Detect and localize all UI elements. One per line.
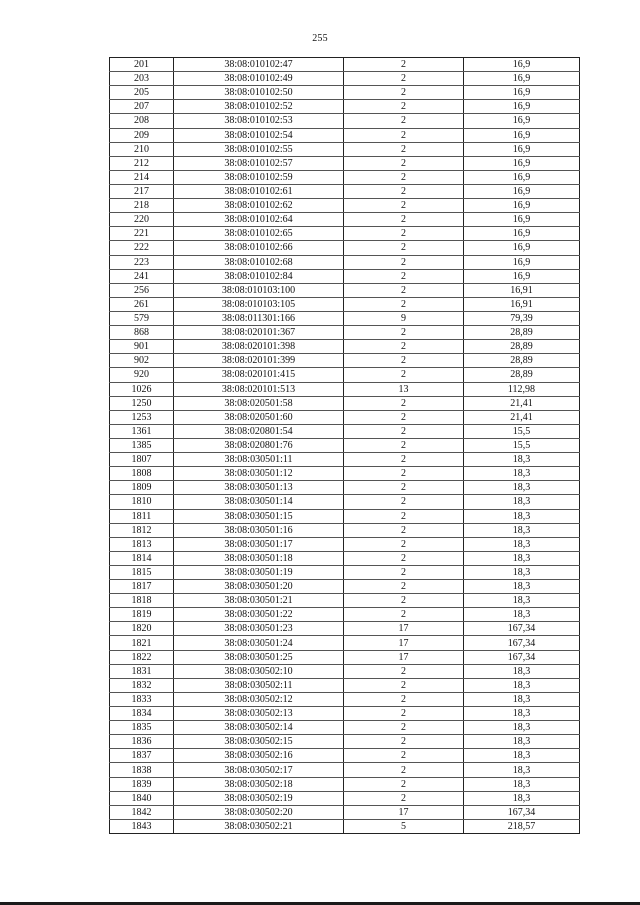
count-cell: 13 xyxy=(344,382,464,396)
row-number-cell: 218 xyxy=(110,199,174,213)
table-row xyxy=(110,170,580,184)
row-number-cell: 1810 xyxy=(110,495,174,509)
cadastral-number-cell: 38:08:010102:59 xyxy=(174,170,344,184)
area-cell: 18,3 xyxy=(464,749,580,763)
row-number-cell: 1811 xyxy=(110,509,174,523)
count-cell: 2 xyxy=(344,721,464,735)
row-number-cell: 203 xyxy=(110,72,174,86)
row-number-cell: 1814 xyxy=(110,551,174,565)
count-cell: 2 xyxy=(344,763,464,777)
cadastral-number-cell: 38:08:010102:47 xyxy=(174,58,344,72)
row-number-cell: 1834 xyxy=(110,707,174,721)
row-number-cell: 209 xyxy=(110,128,174,142)
area-cell: 16,9 xyxy=(464,170,580,184)
table-row xyxy=(110,467,580,481)
table-row xyxy=(110,622,580,636)
count-cell: 17 xyxy=(344,650,464,664)
area-cell: 18,3 xyxy=(464,721,580,735)
row-number-cell: 1361 xyxy=(110,424,174,438)
cadastral-number-cell: 38:08:010102:62 xyxy=(174,199,344,213)
area-cell: 18,3 xyxy=(464,777,580,791)
table-row xyxy=(110,594,580,608)
table-row xyxy=(110,297,580,311)
row-number-cell: 1836 xyxy=(110,735,174,749)
cadastral-number-cell: 38:08:010102:66 xyxy=(174,241,344,255)
cadastral-number-cell: 38:08:030502:21 xyxy=(174,819,344,833)
area-cell: 16,9 xyxy=(464,184,580,198)
area-cell: 18,3 xyxy=(464,608,580,622)
cadastral-number-cell: 38:08:030502:18 xyxy=(174,777,344,791)
page-number: 255 xyxy=(312,33,328,44)
row-number-cell: 901 xyxy=(110,340,174,354)
table-row xyxy=(110,721,580,735)
area-cell: 16,9 xyxy=(464,227,580,241)
area-cell: 167,34 xyxy=(464,636,580,650)
cadastral-number-cell: 38:08:030502:10 xyxy=(174,664,344,678)
row-number-cell: 222 xyxy=(110,241,174,255)
row-number-cell: 212 xyxy=(110,156,174,170)
area-cell: 16,9 xyxy=(464,86,580,100)
cadastral-number-cell: 38:08:010102:54 xyxy=(174,128,344,142)
table-row xyxy=(110,509,580,523)
cadastral-number-cell: 38:08:010102:50 xyxy=(174,86,344,100)
row-number-cell: 1385 xyxy=(110,438,174,452)
table-row xyxy=(110,283,580,297)
area-cell: 18,3 xyxy=(464,678,580,692)
cadastral-number-cell: 38:08:030501:23 xyxy=(174,622,344,636)
table-row xyxy=(110,255,580,269)
count-cell: 2 xyxy=(344,777,464,791)
row-number-cell: 1808 xyxy=(110,467,174,481)
count-cell: 2 xyxy=(344,537,464,551)
table-row xyxy=(110,142,580,156)
row-number-cell: 1818 xyxy=(110,594,174,608)
table-row xyxy=(110,805,580,819)
count-cell: 2 xyxy=(344,495,464,509)
area-cell: 18,3 xyxy=(464,692,580,706)
table-row xyxy=(110,354,580,368)
cadastral-number-cell: 38:08:010102:52 xyxy=(174,100,344,114)
count-cell: 2 xyxy=(344,664,464,678)
area-cell: 18,3 xyxy=(464,537,580,551)
cadastral-number-cell: 38:08:030501:13 xyxy=(174,481,344,495)
count-cell: 2 xyxy=(344,438,464,452)
count-cell: 2 xyxy=(344,326,464,340)
table-row xyxy=(110,382,580,396)
count-cell: 2 xyxy=(344,354,464,368)
cadastral-number-cell: 38:08:030502:12 xyxy=(174,692,344,706)
row-number-cell: 1839 xyxy=(110,777,174,791)
table-row xyxy=(110,72,580,86)
table-row xyxy=(110,523,580,537)
cadastral-number-cell: 38:08:030502:19 xyxy=(174,791,344,805)
area-cell: 18,3 xyxy=(464,453,580,467)
area-cell: 15,5 xyxy=(464,438,580,452)
table-row xyxy=(110,565,580,579)
row-number-cell: 1813 xyxy=(110,537,174,551)
row-number-cell: 920 xyxy=(110,368,174,382)
area-cell: 18,3 xyxy=(464,580,580,594)
row-number-cell: 205 xyxy=(110,86,174,100)
area-cell: 16,9 xyxy=(464,241,580,255)
table-row xyxy=(110,184,580,198)
table-row xyxy=(110,819,580,833)
count-cell: 2 xyxy=(344,368,464,382)
table-row xyxy=(110,763,580,777)
cadastral-number-cell: 38:08:030502:15 xyxy=(174,735,344,749)
cadastral-number-cell: 38:08:020101:398 xyxy=(174,340,344,354)
cadastral-number-cell: 38:08:010102:68 xyxy=(174,255,344,269)
count-cell: 17 xyxy=(344,805,464,819)
table-row xyxy=(110,438,580,452)
row-number-cell: 1815 xyxy=(110,565,174,579)
count-cell: 9 xyxy=(344,311,464,325)
table-row xyxy=(110,580,580,594)
row-number-cell: 221 xyxy=(110,227,174,241)
table-row xyxy=(110,311,580,325)
table-row xyxy=(110,156,580,170)
count-cell: 2 xyxy=(344,410,464,424)
table-row xyxy=(110,368,580,382)
cadastral-number-cell: 38:08:030501:18 xyxy=(174,551,344,565)
area-cell: 18,3 xyxy=(464,481,580,495)
cadastral-number-cell: 38:08:030501:14 xyxy=(174,495,344,509)
row-number-cell: 1822 xyxy=(110,650,174,664)
table-body xyxy=(110,58,580,834)
area-cell: 18,3 xyxy=(464,523,580,537)
count-cell: 2 xyxy=(344,791,464,805)
table-row xyxy=(110,199,580,213)
table-row xyxy=(110,481,580,495)
area-cell: 18,3 xyxy=(464,763,580,777)
count-cell: 2 xyxy=(344,114,464,128)
table-row xyxy=(110,424,580,438)
cadastral-number-cell: 38:08:030501:21 xyxy=(174,594,344,608)
cadastral-number-cell: 38:08:030502:20 xyxy=(174,805,344,819)
count-cell: 2 xyxy=(344,72,464,86)
row-number-cell: 1838 xyxy=(110,763,174,777)
count-cell: 5 xyxy=(344,819,464,833)
row-number-cell: 1837 xyxy=(110,749,174,763)
row-number-cell: 1026 xyxy=(110,382,174,396)
cadastral-number-cell: 38:08:030501:20 xyxy=(174,580,344,594)
count-cell: 2 xyxy=(344,86,464,100)
table-row xyxy=(110,58,580,72)
row-number-cell: 1835 xyxy=(110,721,174,735)
count-cell: 2 xyxy=(344,213,464,227)
table-row xyxy=(110,791,580,805)
table-row xyxy=(110,692,580,706)
area-cell: 167,34 xyxy=(464,622,580,636)
row-number-cell: 1821 xyxy=(110,636,174,650)
cadastral-number-cell: 38:08:030501:17 xyxy=(174,537,344,551)
table-row xyxy=(110,650,580,664)
area-cell: 18,3 xyxy=(464,735,580,749)
count-cell: 2 xyxy=(344,241,464,255)
area-cell: 18,3 xyxy=(464,565,580,579)
row-number-cell: 1831 xyxy=(110,664,174,678)
cadastral-number-cell: 38:08:020801:54 xyxy=(174,424,344,438)
row-number-cell: 1807 xyxy=(110,453,174,467)
cadastral-number-cell: 38:08:020101:367 xyxy=(174,326,344,340)
table-row xyxy=(110,678,580,692)
count-cell: 2 xyxy=(344,565,464,579)
cadastral-number-cell: 38:08:010102:61 xyxy=(174,184,344,198)
row-number-cell: 261 xyxy=(110,297,174,311)
area-cell: 18,3 xyxy=(464,594,580,608)
table-row xyxy=(110,114,580,128)
count-cell: 2 xyxy=(344,749,464,763)
count-cell: 2 xyxy=(344,255,464,269)
row-number-cell: 1817 xyxy=(110,580,174,594)
area-cell: 28,89 xyxy=(464,354,580,368)
row-number-cell: 1253 xyxy=(110,410,174,424)
table-row xyxy=(110,213,580,227)
cadastral-number-cell: 38:08:030501:19 xyxy=(174,565,344,579)
count-cell: 2 xyxy=(344,142,464,156)
count-cell: 2 xyxy=(344,509,464,523)
table-row xyxy=(110,241,580,255)
table-row xyxy=(110,269,580,283)
area-cell: 15,5 xyxy=(464,424,580,438)
cadastral-number-cell: 38:08:030502:14 xyxy=(174,721,344,735)
row-number-cell: 1820 xyxy=(110,622,174,636)
row-number-cell: 1819 xyxy=(110,608,174,622)
count-cell: 2 xyxy=(344,340,464,354)
table-row xyxy=(110,608,580,622)
area-cell: 112,98 xyxy=(464,382,580,396)
cadastral-table-container xyxy=(109,57,580,834)
area-cell: 28,89 xyxy=(464,340,580,354)
area-cell: 16,9 xyxy=(464,269,580,283)
count-cell: 2 xyxy=(344,184,464,198)
table-row xyxy=(110,537,580,551)
cadastral-number-cell: 38:08:030501:16 xyxy=(174,523,344,537)
area-cell: 16,9 xyxy=(464,213,580,227)
row-number-cell: 210 xyxy=(110,142,174,156)
cadastral-number-cell: 38:08:010102:57 xyxy=(174,156,344,170)
row-number-cell: 207 xyxy=(110,100,174,114)
cadastral-number-cell: 38:08:030501:22 xyxy=(174,608,344,622)
table-row xyxy=(110,777,580,791)
count-cell: 2 xyxy=(344,481,464,495)
count-cell: 2 xyxy=(344,128,464,142)
cadastral-number-cell: 38:08:010102:55 xyxy=(174,142,344,156)
cadastral-number-cell: 38:08:030501:25 xyxy=(174,650,344,664)
count-cell: 2 xyxy=(344,170,464,184)
row-number-cell: 1832 xyxy=(110,678,174,692)
count-cell: 2 xyxy=(344,156,464,170)
row-number-cell: 223 xyxy=(110,255,174,269)
table-row xyxy=(110,749,580,763)
table-row xyxy=(110,551,580,565)
count-cell: 2 xyxy=(344,199,464,213)
area-cell: 167,34 xyxy=(464,805,580,819)
table-row xyxy=(110,410,580,424)
area-cell: 16,9 xyxy=(464,114,580,128)
table-row xyxy=(110,227,580,241)
count-cell: 2 xyxy=(344,424,464,438)
row-number-cell: 1812 xyxy=(110,523,174,537)
area-cell: 18,3 xyxy=(464,551,580,565)
cadastral-number-cell: 38:08:020101:415 xyxy=(174,368,344,382)
area-cell: 16,9 xyxy=(464,72,580,86)
count-cell: 2 xyxy=(344,467,464,481)
area-cell: 16,9 xyxy=(464,58,580,72)
area-cell: 16,9 xyxy=(464,199,580,213)
area-cell: 16,9 xyxy=(464,100,580,114)
cadastral-number-cell: 38:08:011301:166 xyxy=(174,311,344,325)
area-cell: 18,3 xyxy=(464,495,580,509)
area-cell: 28,89 xyxy=(464,368,580,382)
cadastral-number-cell: 38:08:030501:15 xyxy=(174,509,344,523)
area-cell: 79,39 xyxy=(464,311,580,325)
cadastral-number-cell: 38:08:010103:105 xyxy=(174,297,344,311)
count-cell: 2 xyxy=(344,297,464,311)
count-cell: 2 xyxy=(344,227,464,241)
area-cell: 16,91 xyxy=(464,297,580,311)
row-number-cell: 201 xyxy=(110,58,174,72)
count-cell: 2 xyxy=(344,580,464,594)
row-number-cell: 1250 xyxy=(110,396,174,410)
area-cell: 21,41 xyxy=(464,396,580,410)
area-cell: 28,89 xyxy=(464,326,580,340)
count-cell: 17 xyxy=(344,622,464,636)
count-cell: 17 xyxy=(344,636,464,650)
row-number-cell: 220 xyxy=(110,213,174,227)
area-cell: 18,3 xyxy=(464,509,580,523)
count-cell: 2 xyxy=(344,100,464,114)
cadastral-number-cell: 38:08:010102:65 xyxy=(174,227,344,241)
row-number-cell: 1833 xyxy=(110,692,174,706)
row-number-cell: 1842 xyxy=(110,805,174,819)
table-row xyxy=(110,340,580,354)
count-cell: 2 xyxy=(344,594,464,608)
row-number-cell: 214 xyxy=(110,170,174,184)
area-cell: 18,3 xyxy=(464,467,580,481)
count-cell: 2 xyxy=(344,707,464,721)
count-cell: 2 xyxy=(344,453,464,467)
table-row xyxy=(110,326,580,340)
cadastral-number-cell: 38:08:030502:17 xyxy=(174,763,344,777)
cadastral-number-cell: 38:08:030502:11 xyxy=(174,678,344,692)
table-row xyxy=(110,128,580,142)
count-cell: 2 xyxy=(344,58,464,72)
table-row xyxy=(110,735,580,749)
cadastral-number-cell: 38:08:020501:60 xyxy=(174,410,344,424)
count-cell: 2 xyxy=(344,678,464,692)
cadastral-table xyxy=(109,57,580,834)
count-cell: 2 xyxy=(344,735,464,749)
cadastral-number-cell: 38:08:020101:513 xyxy=(174,382,344,396)
count-cell: 2 xyxy=(344,551,464,565)
area-cell: 18,3 xyxy=(464,707,580,721)
row-number-cell: 208 xyxy=(110,114,174,128)
table-row xyxy=(110,495,580,509)
area-cell: 16,91 xyxy=(464,283,580,297)
cadastral-number-cell: 38:08:030502:13 xyxy=(174,707,344,721)
cadastral-number-cell: 38:08:010102:84 xyxy=(174,269,344,283)
area-cell: 21,41 xyxy=(464,410,580,424)
area-cell: 18,3 xyxy=(464,791,580,805)
cadastral-number-cell: 38:08:010102:64 xyxy=(174,213,344,227)
count-cell: 2 xyxy=(344,523,464,537)
area-cell: 16,9 xyxy=(464,156,580,170)
count-cell: 2 xyxy=(344,269,464,283)
count-cell: 2 xyxy=(344,608,464,622)
row-number-cell: 217 xyxy=(110,184,174,198)
area-cell: 16,9 xyxy=(464,142,580,156)
table-row xyxy=(110,664,580,678)
row-number-cell: 1840 xyxy=(110,791,174,805)
cadastral-number-cell: 38:08:010102:53 xyxy=(174,114,344,128)
count-cell: 2 xyxy=(344,396,464,410)
table-row xyxy=(110,86,580,100)
row-number-cell: 241 xyxy=(110,269,174,283)
table-row xyxy=(110,453,580,467)
row-number-cell: 579 xyxy=(110,311,174,325)
cadastral-number-cell: 38:08:020101:399 xyxy=(174,354,344,368)
cadastral-number-cell: 38:08:030501:24 xyxy=(174,636,344,650)
table-row xyxy=(110,636,580,650)
cadastral-number-cell: 38:08:020801:76 xyxy=(174,438,344,452)
cadastral-number-cell: 38:08:020501:58 xyxy=(174,396,344,410)
count-cell: 2 xyxy=(344,692,464,706)
row-number-cell: 868 xyxy=(110,326,174,340)
count-cell: 2 xyxy=(344,283,464,297)
area-cell: 167,34 xyxy=(464,650,580,664)
row-number-cell: 256 xyxy=(110,283,174,297)
area-cell: 16,9 xyxy=(464,255,580,269)
row-number-cell: 1809 xyxy=(110,481,174,495)
area-cell: 16,9 xyxy=(464,128,580,142)
cadastral-number-cell: 38:08:030502:16 xyxy=(174,749,344,763)
cadastral-number-cell: 38:08:030501:12 xyxy=(174,467,344,481)
table-row xyxy=(110,100,580,114)
table-row xyxy=(110,707,580,721)
cadastral-number-cell: 38:08:010103:100 xyxy=(174,283,344,297)
cadastral-number-cell: 38:08:010102:49 xyxy=(174,72,344,86)
table-row xyxy=(110,396,580,410)
cadastral-number-cell: 38:08:030501:11 xyxy=(174,453,344,467)
area-cell: 18,3 xyxy=(464,664,580,678)
row-number-cell: 902 xyxy=(110,354,174,368)
row-number-cell: 1843 xyxy=(110,819,174,833)
area-cell: 218,57 xyxy=(464,819,580,833)
